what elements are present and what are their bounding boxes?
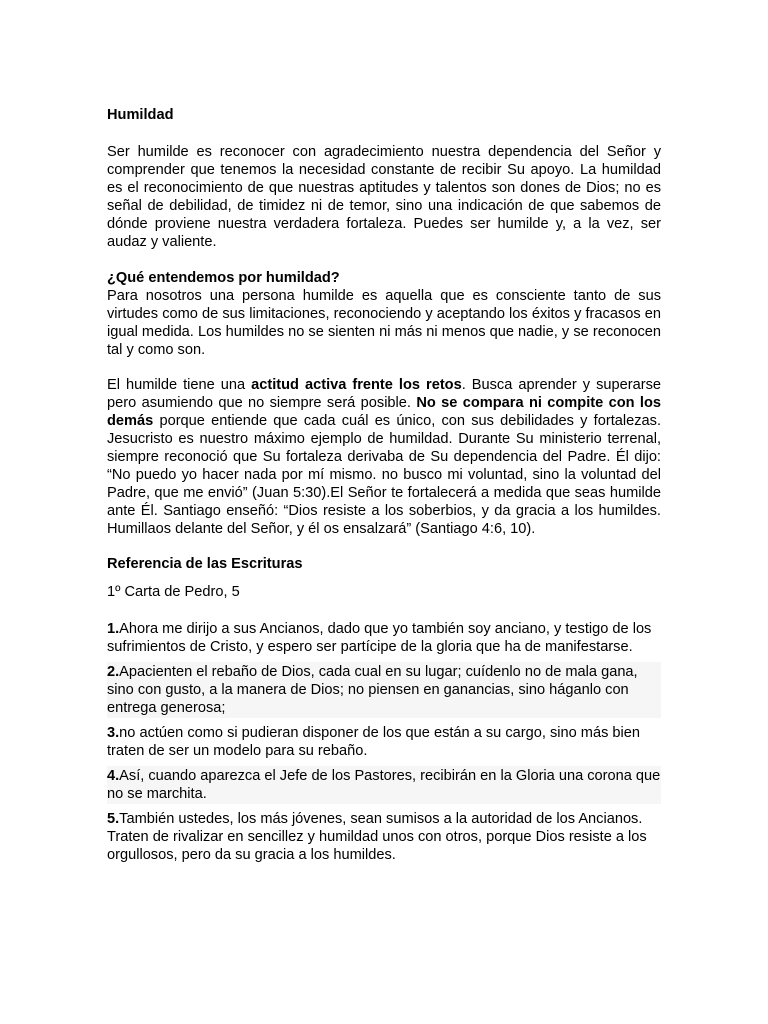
scripture-reference: 1º Carta de Pedro, 5 bbox=[107, 584, 240, 600]
intro-paragraph: Ser humilde es reconocer con agradecimiento nuestra dependencia del Señor y comprender que tenemos la necesidad constante de recibir Su apoyo. La humildad es el reconocimiento de que nuestras aptitudes y talentos son dones de Dios; no es señal de debilidad, de timidez ni de temor, sino una indicación de que sabemos de dónde proviene nuestra verdadera fortaleza. Puedes ser humilde y, a la vez, ser audaz y valiente. bbox=[107, 144, 661, 250]
verse-number: 1. bbox=[107, 621, 120, 637]
verse-item bbox=[107, 766, 661, 804]
attitude-bold-2: No se compara ni compite con los demás bbox=[107, 395, 661, 429]
document-page bbox=[107, 106, 661, 865]
section-paragraph-attitude bbox=[107, 376, 661, 538]
verse-text: Ahora me dirijo a sus Ancianos, dado que yo también soy anciano, y testigo de los sufrimientos de Cristo, y espero ser partícipe de la gloria que ha de manifestarse. bbox=[107, 621, 652, 655]
verse-number: 2. bbox=[107, 664, 120, 680]
verse-item bbox=[107, 809, 661, 865]
scripture-heading: Referencia de las Escrituras bbox=[107, 556, 303, 572]
verse-text: Apacienten el rebaño de Dios, cada cual en su lugar; cuídenlo no de mala gana, sino con gusto, a la manera de Dios; no piensen en ganancias, sino háganlo con entrega generosa; bbox=[107, 664, 638, 716]
attitude-text-1: El humilde tiene una bbox=[107, 377, 252, 393]
document-title: Humildad bbox=[107, 107, 174, 123]
verse-number: 3. bbox=[107, 725, 120, 741]
section-heading-humility: ¿Qué entendemos por humildad? bbox=[107, 270, 340, 286]
attitude-text-2: . Busca aprender y superarse pero asumiendo que no siempre será posible. bbox=[107, 377, 661, 411]
verse-text: También ustedes, los más jóvenes, sean sumisos a la autoridad de los Ancianos. Traten de rivalizar en sencillez y humildad unos con otros, porque Dios resiste a los orgullosos, pero da su gracia a los humildes. bbox=[107, 811, 647, 863]
verse-item bbox=[107, 662, 661, 718]
verse-number: 5. bbox=[107, 811, 120, 827]
verse-text: Así, cuando aparezca el Jefe de los Pastores, recibirán en la Gloria una corona que no se marchita. bbox=[107, 768, 661, 802]
attitude-text-3: porque entiende que cada cuál es único, con sus debilidades y fortalezas. Jesucristo es nuestro máximo ejemplo de humildad. Durante Su ministerio terrenal, siempre reconoció que Su fortaleza derivaba de Su dependencia del Padre. Él dijo: “No puedo yo hacer nada por mí mismo. no busco mi voluntad, sino la voluntad del Padre, que me envió” (Juan 5:30).El Señor te fortalecerá a medida que seas humilde ante Él. Santiago enseñó: “Dios resiste a los soberbios, y da gracia a los humildes. Humillaos delante del Señor, y él os ensalzará” (Santiago 4:6, 10). bbox=[107, 413, 661, 537]
verse-text: no actúen como si pudieran disponer de los que están a su cargo, sino más bien traten de ser un modelo para su rebaño. bbox=[107, 725, 641, 759]
verse-list bbox=[107, 619, 661, 865]
verse-item bbox=[107, 723, 661, 761]
attitude-bold-1: actitud activa frente los retos bbox=[251, 377, 462, 393]
verse-item bbox=[107, 619, 661, 657]
verse-number: 4. bbox=[107, 768, 120, 784]
section-paragraph-humility: Para nosotros una persona humilde es aquella que es consciente tanto de sus virtudes como de sus limitaciones, reconociendo y aceptando los éxitos y fracasos en igual medida. Los humildes no se sienten ni más ni menos que nadie, y se reconocen tal y como son. bbox=[107, 288, 661, 358]
